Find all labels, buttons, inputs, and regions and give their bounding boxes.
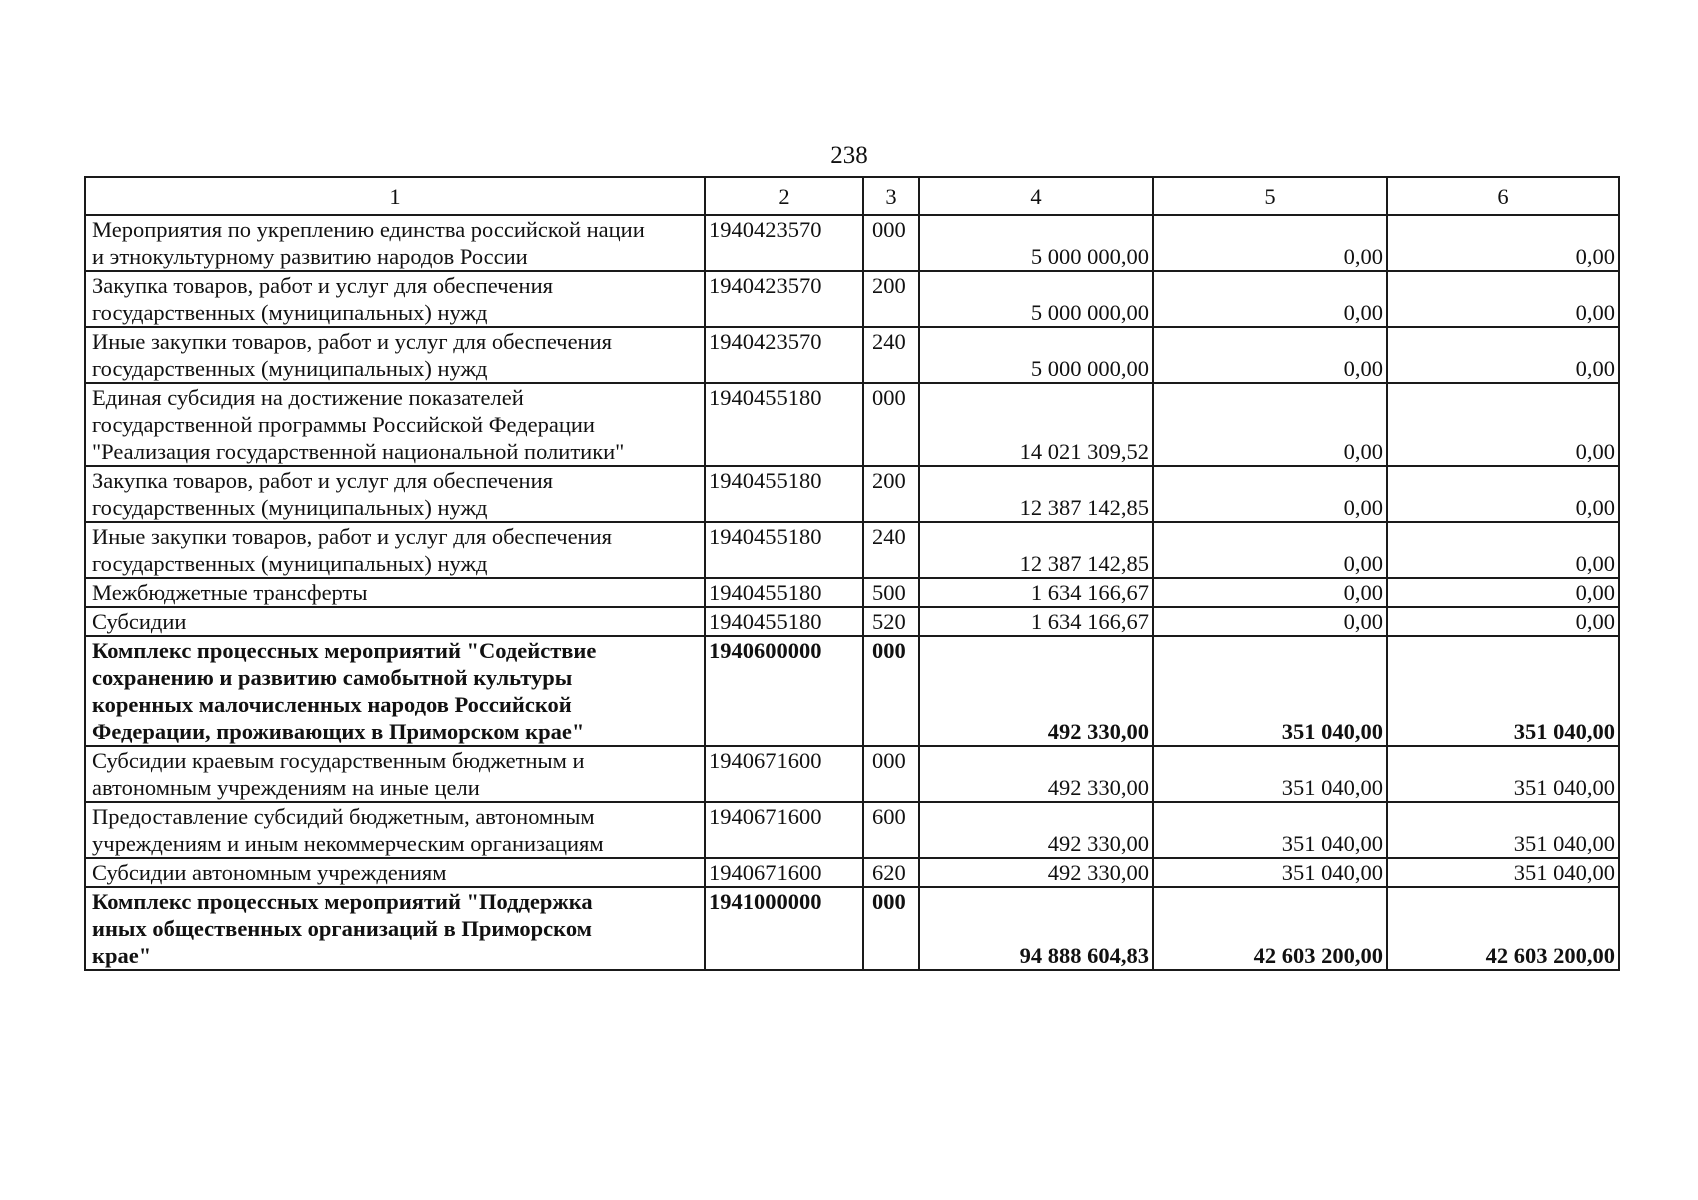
table-row bbox=[85, 578, 1619, 607]
row-expense-type: 240 bbox=[863, 327, 919, 383]
row-value-col5: 0,00 bbox=[1153, 466, 1387, 522]
table-header-row bbox=[85, 177, 1619, 215]
row-value-col5: 42 603 200,00 bbox=[1153, 887, 1387, 970]
column-header-1: 1 bbox=[85, 177, 705, 215]
row-value-col6: 0,00 bbox=[1387, 578, 1619, 607]
row-expense-type: 000 bbox=[863, 746, 919, 802]
row-value-col4: 1 634 166,67 bbox=[919, 607, 1153, 636]
column-header-4: 4 bbox=[919, 177, 1153, 215]
row-description bbox=[85, 215, 705, 271]
row-description bbox=[85, 522, 705, 578]
row-description bbox=[85, 466, 705, 522]
row-value-col6: 351 040,00 bbox=[1387, 802, 1619, 858]
table-row bbox=[85, 858, 1619, 887]
row-value-col5: 0,00 bbox=[1153, 327, 1387, 383]
description-line: государственной программы Российской Федерации bbox=[92, 412, 595, 437]
row-expense-type: 500 bbox=[863, 578, 919, 607]
description-line: Субсидии автономным учреждениям bbox=[92, 860, 447, 885]
row-value-col4: 1 634 166,67 bbox=[919, 578, 1153, 607]
table-row bbox=[85, 466, 1619, 522]
row-code: 1940671600 bbox=[705, 802, 863, 858]
table-row bbox=[85, 522, 1619, 578]
row-code: 1940671600 bbox=[705, 746, 863, 802]
table-row bbox=[85, 802, 1619, 858]
description-line: коренных малочисленных народов Российской bbox=[92, 692, 572, 717]
row-description bbox=[85, 802, 705, 858]
row-value-col4: 12 387 142,85 bbox=[919, 522, 1153, 578]
description-line: Закупка товаров, работ и услуг для обеспечения bbox=[92, 273, 553, 298]
row-value-col5: 0,00 bbox=[1153, 215, 1387, 271]
table-body bbox=[85, 177, 1619, 970]
description-line: Комплекс процессных мероприятий "Содействие bbox=[92, 638, 597, 663]
table-row bbox=[85, 887, 1619, 970]
row-value-col4: 14 021 309,52 bbox=[919, 383, 1153, 466]
row-value-col6: 0,00 bbox=[1387, 522, 1619, 578]
description-line: Межбюджетные трансферты bbox=[92, 580, 368, 605]
row-description bbox=[85, 383, 705, 466]
row-value-col5: 351 040,00 bbox=[1153, 746, 1387, 802]
row-expense-type: 000 bbox=[863, 887, 919, 970]
row-value-col4: 5 000 000,00 bbox=[919, 215, 1153, 271]
description-line: "Реализация государственной национальной политики" bbox=[92, 439, 625, 464]
row-value-col5: 0,00 bbox=[1153, 522, 1387, 578]
row-code: 1941000000 bbox=[705, 887, 863, 970]
row-description bbox=[85, 858, 705, 887]
description-line: государственных (муниципальных) нужд bbox=[92, 356, 488, 381]
description-line: государственных (муниципальных) нужд bbox=[92, 551, 488, 576]
description-line: Закупка товаров, работ и услуг для обеспечения bbox=[92, 468, 553, 493]
row-value-col6: 0,00 bbox=[1387, 327, 1619, 383]
row-description bbox=[85, 887, 705, 970]
row-code: 1940455180 bbox=[705, 466, 863, 522]
row-expense-type: 000 bbox=[863, 215, 919, 271]
row-code: 1940455180 bbox=[705, 578, 863, 607]
row-value-col5: 0,00 bbox=[1153, 271, 1387, 327]
table-row bbox=[85, 607, 1619, 636]
description-line: государственных (муниципальных) нужд bbox=[92, 495, 488, 520]
description-line: крае" bbox=[92, 943, 152, 968]
row-value-col6: 0,00 bbox=[1387, 607, 1619, 636]
row-expense-type: 000 bbox=[863, 383, 919, 466]
row-value-col4: 94 888 604,83 bbox=[919, 887, 1153, 970]
row-value-col4: 12 387 142,85 bbox=[919, 466, 1153, 522]
row-value-col6: 0,00 bbox=[1387, 466, 1619, 522]
row-value-col5: 0,00 bbox=[1153, 607, 1387, 636]
description-line: учреждениям и иным некоммерческим организациям bbox=[92, 831, 604, 856]
table-row bbox=[85, 383, 1619, 466]
description-line: Субсидии краевым государственным бюджетным и bbox=[92, 748, 585, 773]
row-value-col6: 0,00 bbox=[1387, 383, 1619, 466]
row-code: 1940423570 bbox=[705, 215, 863, 271]
row-value-col5: 0,00 bbox=[1153, 383, 1387, 466]
row-value-col5: 0,00 bbox=[1153, 578, 1387, 607]
row-description bbox=[85, 578, 705, 607]
description-line: и этнокультурному развитию народов России bbox=[92, 244, 528, 269]
description-line: Единая субсидия на достижение показателей bbox=[92, 385, 524, 410]
row-value-col6: 42 603 200,00 bbox=[1387, 887, 1619, 970]
row-description bbox=[85, 327, 705, 383]
description-line: Предоставление субсидий бюджетным, автономным bbox=[92, 804, 595, 829]
description-line: Иные закупки товаров, работ и услуг для обеспечения bbox=[92, 524, 612, 549]
row-value-col5: 351 040,00 bbox=[1153, 858, 1387, 887]
row-value-col5: 351 040,00 bbox=[1153, 636, 1387, 746]
row-value-col4: 492 330,00 bbox=[919, 636, 1153, 746]
row-value-col6: 351 040,00 bbox=[1387, 858, 1619, 887]
table-row bbox=[85, 636, 1619, 746]
row-description bbox=[85, 636, 705, 746]
row-expense-type: 240 bbox=[863, 522, 919, 578]
table-row bbox=[85, 271, 1619, 327]
row-value-col4: 492 330,00 bbox=[919, 746, 1153, 802]
column-header-5: 5 bbox=[1153, 177, 1387, 215]
row-code: 1940600000 bbox=[705, 636, 863, 746]
budget-table bbox=[84, 176, 1620, 971]
row-description bbox=[85, 271, 705, 327]
row-description bbox=[85, 746, 705, 802]
row-expense-type: 620 bbox=[863, 858, 919, 887]
row-code: 1940455180 bbox=[705, 607, 863, 636]
column-header-2: 2 bbox=[705, 177, 863, 215]
column-header-6: 6 bbox=[1387, 177, 1619, 215]
table-row bbox=[85, 746, 1619, 802]
row-code: 1940455180 bbox=[705, 522, 863, 578]
row-value-col4: 492 330,00 bbox=[919, 802, 1153, 858]
description-line: Федерации, проживающих в Приморском крае" bbox=[92, 719, 585, 744]
description-line: Субсидии bbox=[92, 609, 187, 634]
row-expense-type: 200 bbox=[863, 271, 919, 327]
description-line: Комплекс процессных мероприятий "Поддержка bbox=[92, 889, 593, 914]
row-value-col4: 5 000 000,00 bbox=[919, 271, 1153, 327]
row-value-col4: 492 330,00 bbox=[919, 858, 1153, 887]
description-line: Мероприятия по укреплению единства российской нации bbox=[92, 217, 645, 242]
row-code: 1940423570 bbox=[705, 327, 863, 383]
row-expense-type: 600 bbox=[863, 802, 919, 858]
row-value-col4: 5 000 000,00 bbox=[919, 327, 1153, 383]
row-code: 1940423570 bbox=[705, 271, 863, 327]
row-expense-type: 000 bbox=[863, 636, 919, 746]
row-value-col6: 351 040,00 bbox=[1387, 746, 1619, 802]
description-line: Иные закупки товаров, работ и услуг для обеспечения bbox=[92, 329, 612, 354]
table-row bbox=[85, 327, 1619, 383]
row-value-col6: 0,00 bbox=[1387, 271, 1619, 327]
page-number: 238 bbox=[830, 142, 868, 169]
description-line: иных общественных организаций в Приморском bbox=[92, 916, 592, 941]
row-code: 1940671600 bbox=[705, 858, 863, 887]
row-expense-type: 520 bbox=[863, 607, 919, 636]
row-expense-type: 200 bbox=[863, 466, 919, 522]
description-line: государственных (муниципальных) нужд bbox=[92, 300, 488, 325]
row-code: 1940455180 bbox=[705, 383, 863, 466]
row-value-col6: 0,00 bbox=[1387, 215, 1619, 271]
description-line: автономным учреждениям на иные цели bbox=[92, 775, 480, 800]
row-value-col5: 351 040,00 bbox=[1153, 802, 1387, 858]
row-description bbox=[85, 607, 705, 636]
table-row bbox=[85, 215, 1619, 271]
description-line: сохранению и развитию самобытной культуры bbox=[92, 665, 573, 690]
row-value-col6: 351 040,00 bbox=[1387, 636, 1619, 746]
column-header-3: 3 bbox=[863, 177, 919, 215]
